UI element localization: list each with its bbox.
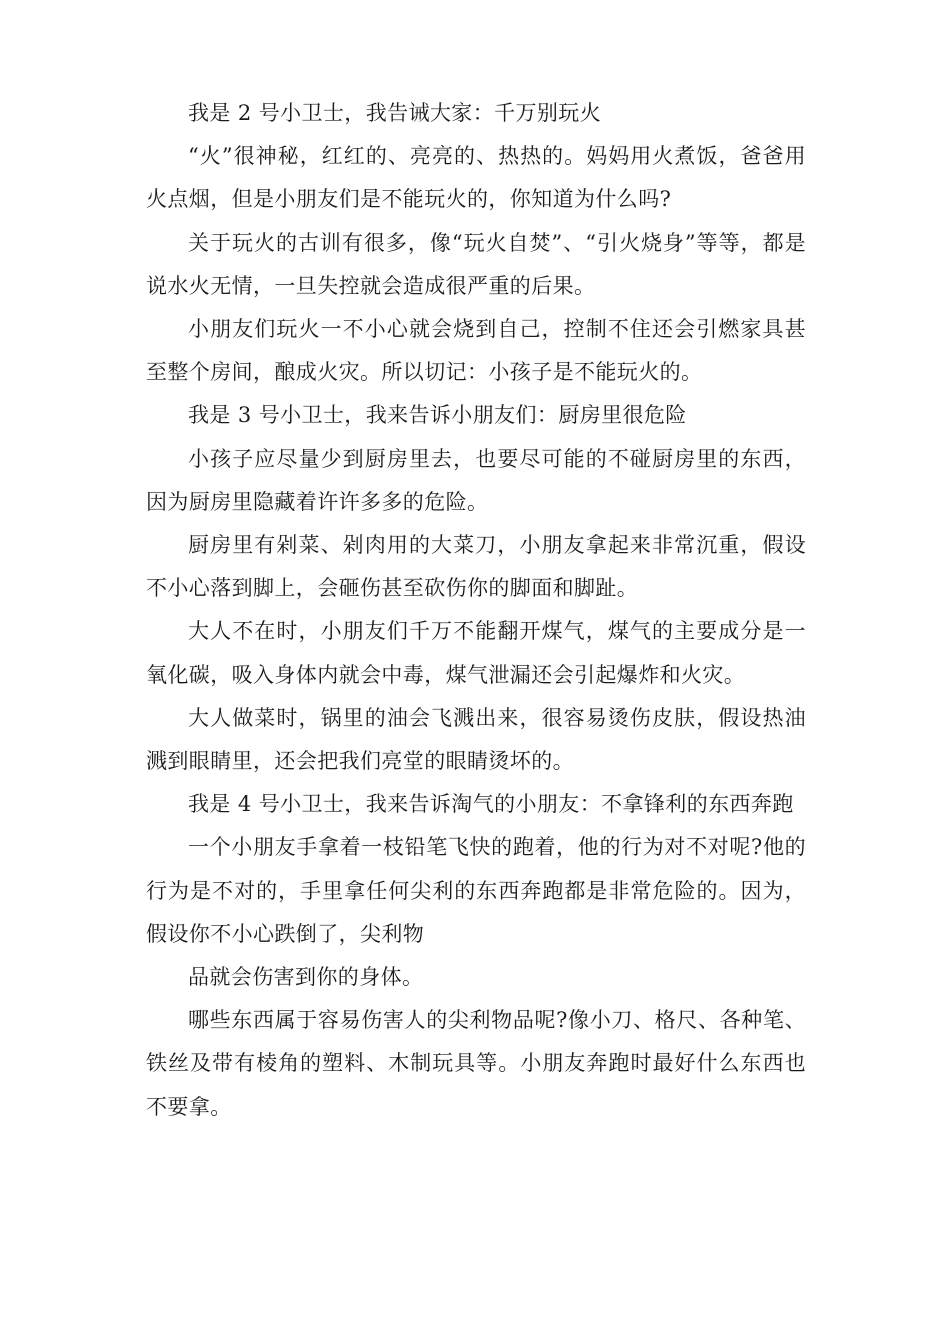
heading-guard-2: 我是 2 号小卫士，我告诫大家：千万别玩火 xyxy=(188,101,602,125)
paragraph-sharp-objects: 哪些东西属于容易伤害人的尖利物品呢?像小刀、格尺、各种笔、铁丝及带有棱角的塑料、木制玩具等。小朋友奔跑时最好什么东西也不要拿。 xyxy=(146,1008,806,1119)
paragraph-kitchen-avoid: 小孩子应尽量少到厨房里去，也要尽可能的不碰厨房里的东西，因为厨房里隐藏着许许多多的危险。 xyxy=(146,446,806,514)
heading-guard-4: 我是 4 号小卫士，我来告诉淘气的小朋友：不拿锋利的东西奔跑 xyxy=(188,792,794,817)
heading-guard-3: 我是 3 号小卫士，我来告诉小朋友们：厨房里很危险 xyxy=(188,403,687,428)
paragraph-fire-mystery: “火”很神秘，红红的、亮亮的、热热的。妈妈用火煮饭，爸爸用火点烟，但是小朋友们是不能玩火的，你知道为什么吗? xyxy=(146,144,806,212)
paragraph-fire-proverbs: 关于玩火的古训有很多，像“玩火自焚”、“引火烧身”等等，都是说水火无情，一旦失控就会造成很严重的后果。 xyxy=(146,230,806,298)
paragraph-kitchen-knife: 厨房里有剁菜、剁肉用的大菜刀，小朋友拿起来非常沉重，假设不小心落到脚上，会砸伤甚至砍伤你的脚面和脚趾。 xyxy=(146,533,806,601)
paragraph-kitchen-gas: 大人不在时，小朋友们千万不能翻开煤气，煤气的主要成分是一氧化碳，吸入身体内就会中毒，煤气泄漏还会引起爆炸和火灾。 xyxy=(146,619,806,687)
paragraph-pencil-running-cont: 品就会伤害到你的身体。 xyxy=(188,965,424,990)
document-page xyxy=(146,92,806,1129)
paragraph-fire-danger: 小朋友们玩火一不小心就会烧到自己，控制不住还会引燃家具甚至整个房间，酿成火灾。所以切记：小孩子是不能玩火的。 xyxy=(146,317,806,385)
paragraph-pencil-running: 一个小朋友手拿着一枝铅笔飞快的跑着，他的行为对不对呢?他的行为是不对的，手里拿任何尖利的东西奔跑都是非常危险的。因为，假设你不小心跌倒了，尖利物 xyxy=(146,835,806,946)
paragraph-kitchen-oil: 大人做菜时，锅里的油会飞溅出来，很容易烫伤皮肤，假设热油溅到眼睛里，还会把我们亮堂的眼睛烫坏的。 xyxy=(146,705,806,774)
